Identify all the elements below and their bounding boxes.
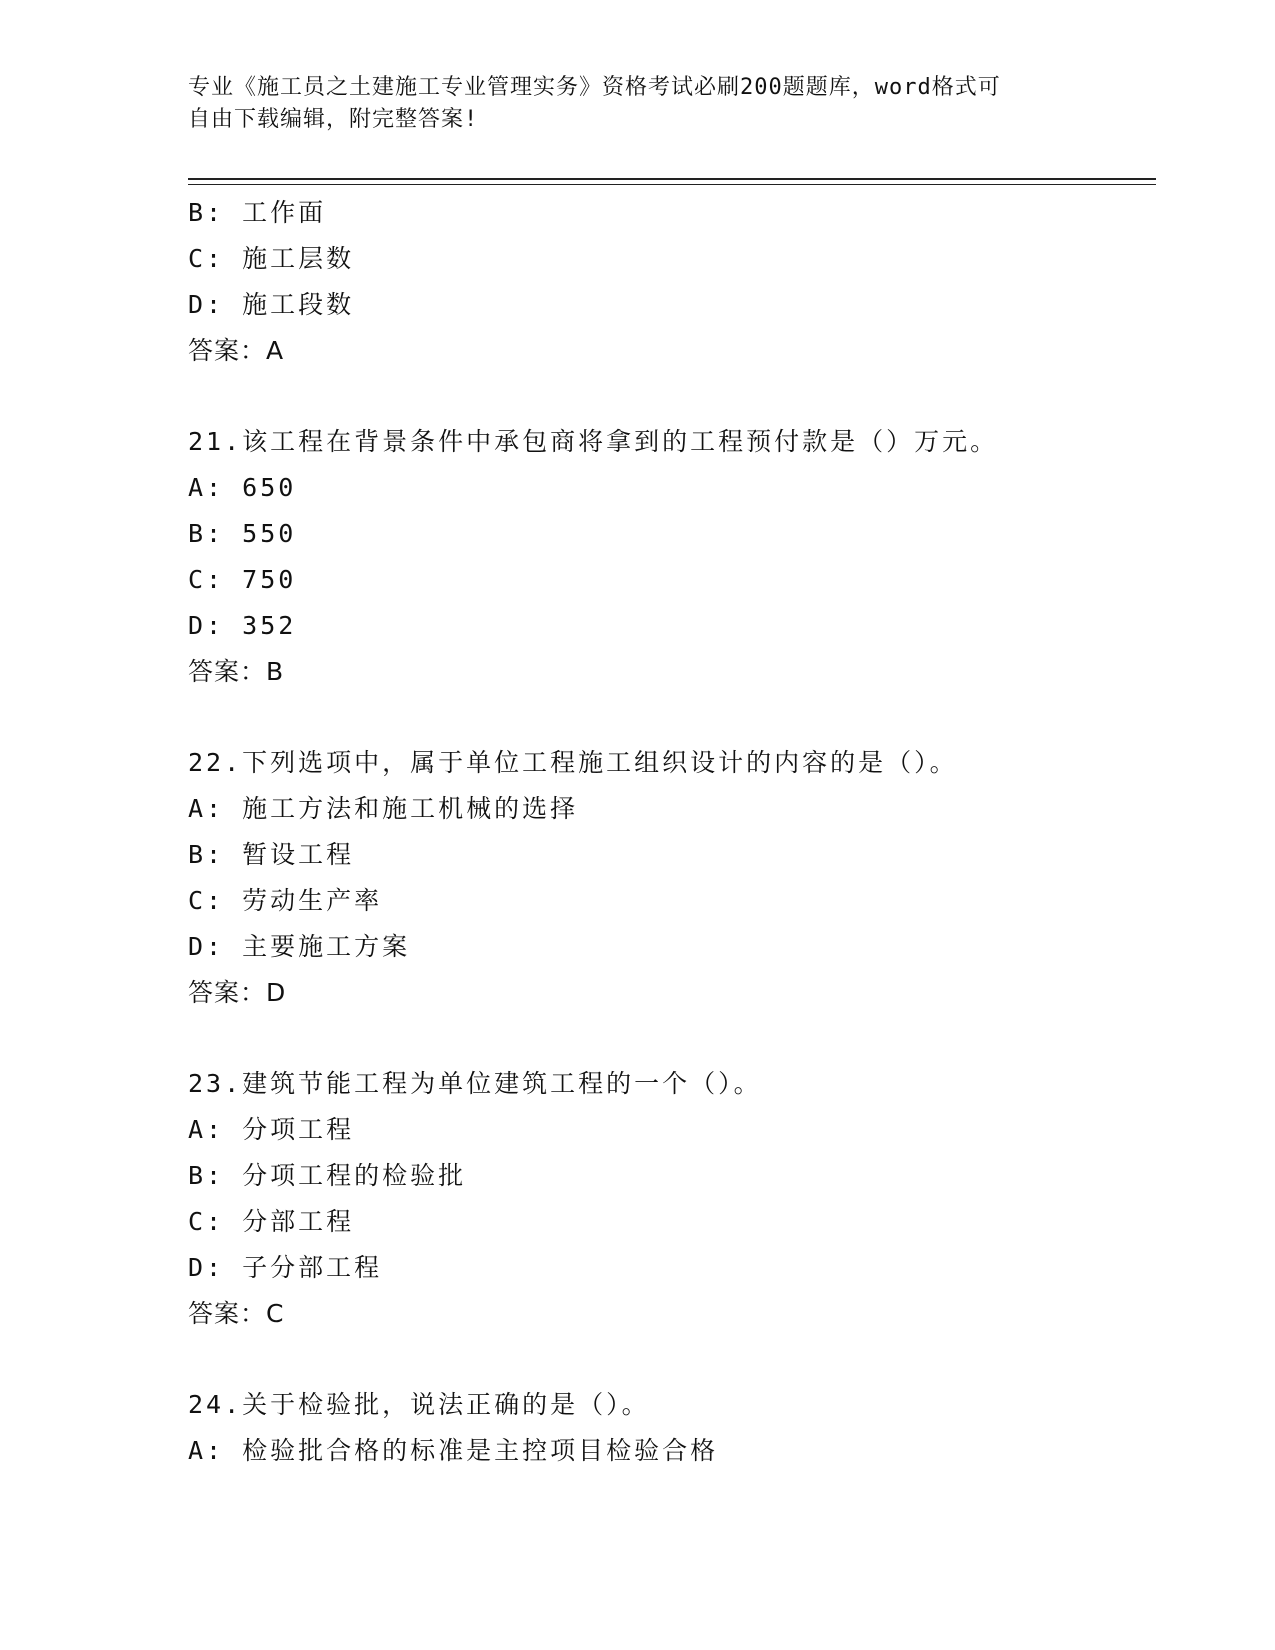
option-d: D: 施工段数 [188,290,355,319]
document-body [188,190,1156,1474]
answer-line: 答案：B [188,657,285,686]
question-text: 21.该工程在背景条件中承包商将拿到的工程预付款是（）万元。 [188,427,999,456]
option-b: B: 工作面 [188,198,327,227]
question-block-22 [188,740,1156,1016]
question-block-23 [188,1061,1156,1337]
option-d: D: 主要施工方案 [188,932,411,961]
answer-line: 答案：D [188,978,287,1007]
option-a: A: 650 [188,473,297,502]
question-text: 24.关于检验批，说法正确的是（）。 [188,1390,650,1419]
option-a: A: 分项工程 [188,1115,355,1144]
option-c: C: 劳动生产率 [188,886,383,915]
option-a: A: 施工方法和施工机械的选择 [188,794,579,823]
option-b: B: 暂设工程 [188,840,355,869]
option-c: C: 750 [188,565,297,594]
answer-line: 答案：A [188,336,285,365]
header-divider-thin [188,184,1156,185]
document-header [188,72,1068,136]
question-text: 23.建筑节能工程为单位建筑工程的一个（）。 [188,1069,762,1098]
answer-line: 答案：C [188,1299,285,1328]
header-title-line-2: 自由下载编辑，附完整答案! [188,107,479,132]
option-a: A: 检验批合格的标准是主控项目检验合格 [188,1436,719,1465]
question-block-24 [188,1382,1156,1474]
option-d: D: 352 [188,611,297,640]
header-title-line-1: 专业《施工员之土建施工专业管理实务》资格考试必刷200题题库，word格式可 [188,75,1001,100]
option-d: D: 子分部工程 [188,1253,383,1282]
option-b: B: 550 [188,519,297,548]
question-block-prev [188,190,1156,374]
option-c: C: 分部工程 [188,1207,355,1236]
header-divider-thick [188,178,1156,180]
question-block-21 [188,419,1156,695]
option-b: B: 分项工程的检验批 [188,1161,467,1190]
option-c: C: 施工层数 [188,244,355,273]
question-text: 22.下列选项中，属于单位工程施工组织设计的内容的是（）。 [188,748,958,777]
